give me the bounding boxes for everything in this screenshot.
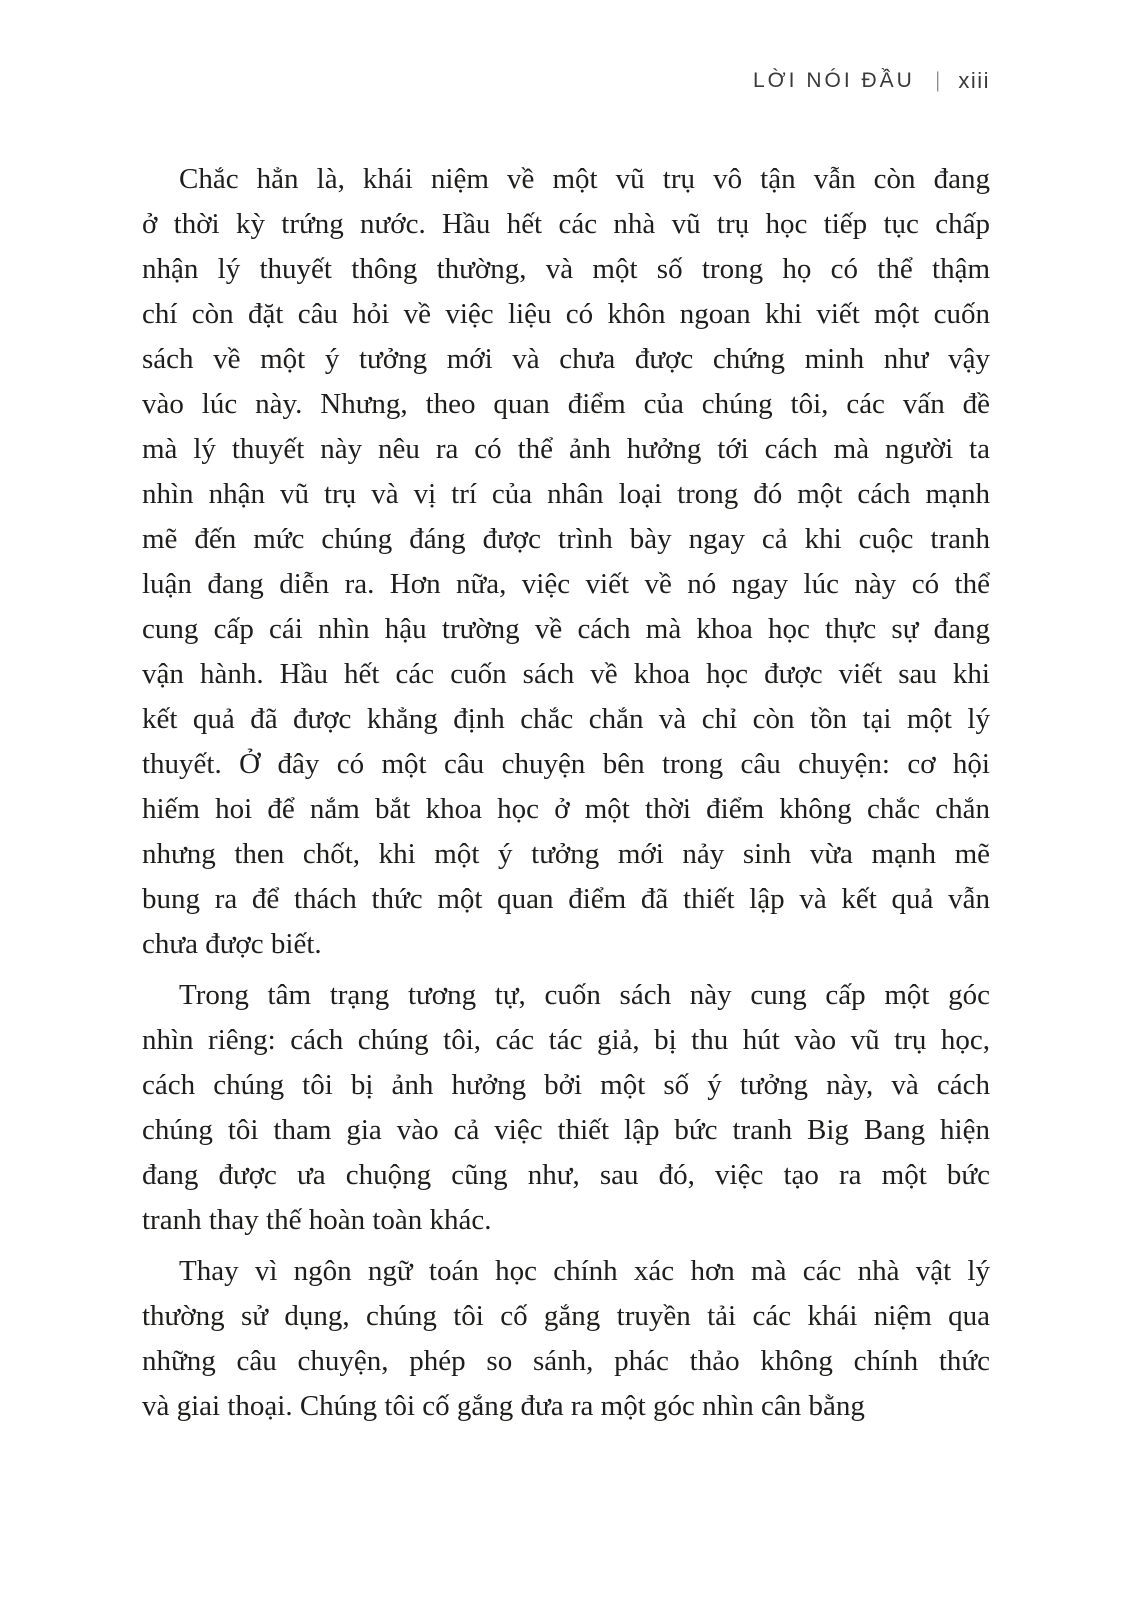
paragraph-line: nhưng then chốt, khi một ý tưởng mới nảy sinh vừa mạnh mẽ: [142, 838, 990, 870]
paragraph-line: tranh thay thế hoàn toàn khác.: [142, 1204, 492, 1236]
page-number: xiii: [958, 68, 990, 93]
paragraph-line: kết quả đã được khẳng định chắc chắn và chỉ còn tồn tại một lý: [142, 703, 990, 735]
paragraph-line: cách chúng tôi bị ảnh hưởng bởi một số ý tưởng này, và cách: [142, 1069, 990, 1101]
text-block: [142, 157, 990, 1429]
paragraph-line: mà lý thuyết này nêu ra có thể ảnh hưởng tới cách mà người ta: [142, 433, 990, 465]
paragraph-line: thuyết. Ở đây có một câu chuyện bên trong câu chuyện: cơ hội: [142, 748, 990, 780]
paragraph-line: và giai thoại. Chúng tôi cố gắng đưa ra một góc nhìn cân bằng: [142, 1390, 865, 1422]
paragraph-line: chúng tôi tham gia vào cả việc thiết lập bức tranh Big Bang hiện: [142, 1114, 990, 1146]
paragraph-line: sách về một ý tưởng mới và chưa được chứng minh như vậy: [142, 343, 990, 375]
paragraph-line: cung cấp cái nhìn hậu trường về cách mà khoa học thực sự đang: [142, 613, 990, 645]
paragraph-line: những câu chuyện, phép so sánh, phác thảo không chính thức: [142, 1345, 990, 1377]
paragraph-line: thường sử dụng, chúng tôi cố gắng truyền tải các khái niệm qua: [142, 1300, 990, 1332]
paragraph-line: chưa được biết.: [142, 928, 322, 960]
paragraph: [142, 1249, 990, 1429]
paragraph-line: luận đang diễn ra. Hơn nữa, việc viết về nó ngay lúc này có thể: [142, 568, 990, 600]
paragraph-line: vận hành. Hầu hết các cuốn sách về khoa học được viết sau khi: [142, 658, 990, 690]
paragraph-line: vào lúc này. Nhưng, theo quan điểm của chúng tôi, các vấn đề: [142, 388, 990, 420]
paragraph-line: nhận lý thuyết thông thường, và một số trong họ có thể thậm: [142, 253, 990, 285]
paragraph-line: Chắc hẳn là, khái niệm về một vũ trụ vô tận vẫn còn đang: [179, 163, 990, 195]
paragraph-line: hiếm hoi để nắm bắt khoa học ở một thời điểm không chắc chắn: [142, 793, 990, 825]
paragraph-line: Trong tâm trạng tương tự, cuốn sách này cung cấp một góc: [179, 979, 990, 1011]
paragraph-line: chí còn đặt câu hỏi về việc liệu có khôn ngoan khi viết một cuốn: [142, 298, 990, 330]
paragraph-line: ở thời kỳ trứng nước. Hầu hết các nhà vũ trụ học tiếp tục chấp: [142, 208, 990, 240]
page-header: [0, 68, 990, 94]
paragraph: [142, 157, 990, 967]
paragraph-line: mẽ đến mức chúng đáng được trình bày ngay cả khi cuộc tranh: [142, 523, 990, 555]
chapter-title: LỜI NÓI ĐẦU: [752, 69, 915, 92]
paragraph-line: đang được ưa chuộng cũng như, sau đó, việc tạo ra một bức: [142, 1159, 990, 1191]
paragraph-line: Thay vì ngôn ngữ toán học chính xác hơn mà các nhà vật lý: [179, 1255, 990, 1287]
paragraph-line: nhìn nhận vũ trụ và vị trí của nhân loại trong đó một cách mạnh: [142, 478, 990, 510]
paragraph: [142, 973, 990, 1243]
header-separator: |: [935, 69, 940, 92]
paragraph-line: bung ra để thách thức một quan điểm đã thiết lập và kết quả vẫn: [142, 883, 990, 915]
paragraph-line: nhìn riêng: cách chúng tôi, các tác giả, bị thu hút vào vũ trụ học,: [142, 1024, 990, 1056]
